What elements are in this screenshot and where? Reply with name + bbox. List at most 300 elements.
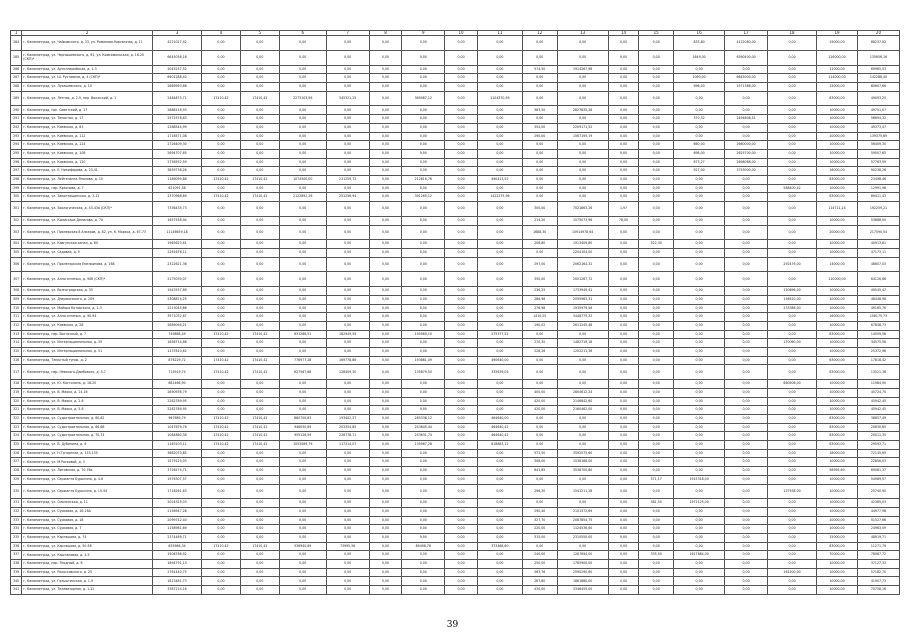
value-cell: 25740,90 — [857, 484, 899, 499]
value-cell: 0,00 — [369, 184, 402, 193]
value-cell: 0,00 — [369, 240, 402, 249]
value-cell: 0,00 — [326, 141, 369, 150]
value-cell: 110000,00 — [817, 272, 858, 287]
value-cell: 1074500,00 — [279, 175, 326, 184]
value-cell: 0,00 — [608, 441, 639, 450]
value-cell: 0,00 — [557, 91, 608, 106]
value-cell: 1617884,00 — [674, 551, 725, 560]
table-row — [11, 287, 900, 296]
value-cell: 0,00 — [240, 257, 279, 272]
value-cell: 2146842,60 — [557, 397, 608, 406]
value-cell: 117314,07 — [326, 441, 369, 450]
budget-table — [10, 30, 900, 595]
value-cell: 0,00 — [557, 74, 608, 83]
value-cell: 10000,00 — [817, 458, 858, 467]
value-cell: 0,00 — [240, 475, 279, 484]
value-cell: 0,00 — [639, 458, 674, 467]
value-cell: 0,00 — [326, 272, 369, 287]
value-cell: 0,00 — [326, 202, 369, 217]
value-cell: 0,00 — [768, 330, 817, 339]
value-cell: 0,00 — [639, 441, 674, 450]
value-cell: 0,00 — [240, 65, 279, 74]
value-cell: 23498,46 — [857, 175, 899, 184]
value-cell: 286,98 — [522, 295, 557, 304]
value-cell: 0,00 — [240, 449, 279, 458]
value-cell: 0,00 — [402, 449, 445, 458]
value-cell: 0,00 — [369, 74, 402, 83]
value-cell: 0,00 — [326, 149, 369, 158]
value-cell: 574,50 — [522, 65, 557, 74]
value-cell: 0,00 — [279, 449, 326, 458]
value-cell: 0,00 — [674, 365, 725, 380]
value-cell: 17410,42 — [202, 356, 241, 365]
value-cell: 0,00 — [279, 82, 326, 91]
value-cell: 0,00 — [202, 240, 241, 249]
value-cell: 45942,45 — [857, 397, 899, 406]
value-cell: 0,00 — [369, 175, 402, 184]
value-cell: 1104370,59 — [477, 91, 522, 106]
row-number: 298 — [11, 175, 22, 184]
value-cell: 0,00 — [202, 406, 241, 415]
value-cell: 0,00 — [768, 423, 817, 432]
value-cell: 0,00 — [477, 348, 522, 357]
value-cell: 6390400,00 — [725, 50, 768, 65]
value-cell: 0,00 — [674, 240, 725, 249]
value-cell: 1972125,00 — [674, 499, 725, 508]
value-cell: 0,00 — [477, 202, 522, 217]
value-cell: 0,00 — [768, 551, 817, 560]
table-row — [11, 339, 900, 348]
table-row — [11, 330, 900, 339]
value-cell: 89498,76 — [402, 542, 445, 551]
address-cell: г. Калининград, ул. В. Маяка, д. 2-6 — [22, 397, 153, 406]
value-cell: 0,00 — [674, 432, 725, 441]
value-cell: 6645056,16 — [153, 50, 202, 65]
value-cell: 1785900,00 — [557, 560, 608, 569]
value-cell: 51527,66 — [857, 516, 899, 525]
value-cell: 0,00 — [369, 202, 402, 217]
value-cell: 0,00 — [557, 158, 608, 167]
value-cell: 572,50 — [522, 449, 557, 458]
row-number: 335 — [11, 534, 22, 543]
table-row — [11, 91, 900, 106]
value-cell: 0,00 — [608, 551, 639, 560]
value-cell: 69081,37 — [857, 467, 899, 476]
value-cell: 2494808,51 — [725, 115, 768, 124]
value-cell: 0,00 — [326, 499, 369, 508]
value-cell: 0,00 — [445, 507, 478, 516]
value-cell: 0,00 — [326, 115, 369, 124]
value-cell: 228,26 — [522, 348, 557, 357]
value-cell: 0,00 — [608, 193, 639, 202]
value-cell: 0,00 — [402, 458, 445, 467]
value-cell: 11146659,18 — [153, 225, 202, 240]
address-cell: г. Калининград, ул. Дзержинского, д. 209 — [22, 295, 153, 304]
value-cell: 0,00 — [608, 50, 639, 65]
value-cell: 0,00 — [279, 248, 326, 257]
value-cell: 193861,09 — [402, 356, 445, 365]
value-cell: 0,00 — [445, 184, 478, 193]
value-cell: 0,00 — [674, 225, 725, 240]
row-number: 318 — [11, 380, 22, 389]
value-cell: 0,00 — [240, 50, 279, 65]
value-cell: 0,00 — [326, 304, 369, 313]
value-cell: 1163103,11 — [153, 441, 202, 450]
value-cell: 0,00 — [674, 65, 725, 74]
value-cell: 0,00 — [402, 202, 445, 217]
value-cell: 0,00 — [326, 458, 369, 467]
value-cell: 217590,54 — [857, 225, 899, 240]
value-cell: 10000,00 — [817, 123, 858, 132]
value-cell: 0,00 — [608, 568, 639, 577]
value-cell: 0,00 — [369, 534, 402, 543]
value-cell: 0,00 — [639, 432, 674, 441]
value-cell: 0,00 — [202, 339, 241, 348]
value-cell: 0,00 — [202, 123, 241, 132]
value-cell: 0,00 — [557, 415, 608, 424]
value-cell: 0,00 — [674, 586, 725, 595]
value-cell: 0,00 — [279, 202, 326, 217]
value-cell: 0,00 — [369, 216, 402, 225]
table-row — [11, 65, 900, 74]
table-row — [11, 568, 900, 577]
value-cell: 0,00 — [477, 65, 522, 74]
value-cell: 0,00 — [402, 507, 445, 516]
value-cell: 0,00 — [725, 175, 768, 184]
value-cell: 1813481,73 — [153, 577, 202, 586]
value-cell: 2804612,24 — [557, 388, 608, 397]
value-cell: 182949,59 — [326, 330, 369, 339]
value-cell: 0,00 — [477, 141, 522, 150]
address-cell: г. Калининград, ул. Судостроительная, д. 70-74 — [22, 432, 153, 441]
value-cell: 17410,42 — [202, 432, 241, 441]
address-cell: г. Калининград, ул. Лейтенанта Яналова, д. 10 — [22, 175, 153, 184]
value-cell: 0,00 — [279, 225, 326, 240]
value-cell: 0,00 — [725, 432, 768, 441]
value-cell: 0,00 — [369, 577, 402, 586]
value-cell: 0,00 — [639, 339, 674, 348]
row-number: 326 — [11, 449, 22, 458]
value-cell: 17410,42 — [240, 330, 279, 339]
value-cell: 10000,00 — [817, 248, 858, 257]
value-cell: 0,00 — [326, 295, 369, 304]
value-cell: 0,00 — [557, 149, 608, 158]
value-cell: 0,00 — [768, 106, 817, 115]
value-cell: 0,00 — [240, 132, 279, 141]
row-number: 290 — [11, 106, 22, 115]
value-cell: 0,00 — [768, 216, 817, 225]
value-cell: 0,00 — [477, 216, 522, 225]
value-cell: 967689,79 — [153, 415, 202, 424]
value-cell: 0,00 — [477, 475, 522, 484]
value-cell: 0,00 — [445, 322, 478, 331]
value-cell: 0,00 — [639, 225, 674, 240]
address-cell: г. Калининград, пер. Краснова, д. 7 — [22, 184, 153, 193]
value-cell: 45724,70 — [857, 388, 899, 397]
value-cell: 0,00 — [608, 432, 639, 441]
value-cell: 0,00 — [369, 380, 402, 389]
value-cell: 2572578,83 — [153, 115, 202, 124]
address-cell: г. Калининград, ул. Чайковского, д. 33, ул. Романова-Кирпичная, д. 11 — [22, 36, 153, 51]
value-cell: 2087854,75 — [557, 516, 608, 525]
value-cell: 0,00 — [202, 149, 241, 158]
value-cell: 37127,33 — [857, 560, 899, 569]
address-cell: г. Калининград, ул. Алли огненых, д. 90б (СКП)* — [22, 272, 153, 287]
value-cell: 0,00 — [326, 484, 369, 499]
value-cell: 391265,12 — [402, 193, 445, 202]
value-cell: 0,00 — [725, 542, 768, 551]
value-cell: 3571032,67 — [153, 313, 202, 322]
value-cell: 464640,00 — [477, 415, 522, 424]
value-cell: 0,00 — [725, 248, 768, 257]
value-cell: 0,00 — [369, 167, 402, 176]
value-cell: 128409,30 — [326, 365, 369, 380]
value-cell: 297,00 — [522, 257, 557, 272]
value-cell: 2322621,36 — [153, 257, 202, 272]
value-cell: 0,00 — [477, 257, 522, 272]
value-cell: 0,00 — [639, 115, 674, 124]
value-cell: 0,00 — [445, 475, 478, 484]
value-cell: 0,00 — [768, 141, 817, 150]
value-cell: 0,00 — [369, 507, 402, 516]
value-cell: 0,00 — [445, 339, 478, 348]
address-cell: г. Калининград, ул. Рокоссовского, д. 25 — [22, 568, 153, 577]
value-cell: 0,00 — [477, 525, 522, 534]
value-cell: 522,30 — [639, 240, 674, 249]
value-cell: 0,00 — [402, 141, 445, 150]
value-cell: 0,00 — [240, 406, 279, 415]
value-cell: 0,00 — [674, 380, 725, 389]
value-cell: 1237810,62 — [153, 348, 202, 357]
value-cell: 369087,12 — [402, 91, 445, 106]
address-cell: г. Калининград, ул. Волгоградская, д. 35 — [22, 287, 153, 296]
value-cell: 7021863,26 — [557, 202, 608, 217]
value-cell: 157938,00 — [768, 484, 817, 499]
value-cell: 1422275,96 — [477, 193, 522, 202]
value-cell: 0,00 — [608, 356, 639, 365]
row-number: 333 — [11, 516, 22, 525]
value-cell: 0,00 — [639, 304, 674, 313]
value-cell: 0,00 — [639, 272, 674, 287]
value-cell: 0,00 — [477, 322, 522, 331]
value-cell: 0,00 — [445, 132, 478, 141]
value-cell: 2888116,93 — [153, 106, 202, 115]
value-cell: 0,00 — [402, 167, 445, 176]
value-cell: 0,00 — [369, 449, 402, 458]
column-number-15: 15 — [639, 31, 674, 36]
value-cell: 0,00 — [477, 115, 522, 124]
value-cell: 206,80 — [522, 240, 557, 249]
value-cell: 15000,00 — [817, 82, 858, 91]
value-cell: 2726409,30 — [153, 141, 202, 150]
value-cell: 1658714,86 — [153, 339, 202, 348]
value-cell: 0,00 — [477, 458, 522, 467]
value-cell: 0,00 — [240, 216, 279, 225]
value-cell: 0,00 — [725, 287, 768, 296]
value-cell: 0,00 — [279, 406, 326, 415]
address-cell: г. Калининград, пер. Восточный, д. 7 — [22, 330, 153, 339]
value-cell: 0,00 — [639, 534, 674, 543]
value-cell: 45942,45 — [857, 406, 899, 415]
value-cell: 3859738,26 — [153, 167, 202, 176]
value-cell: 0,00 — [445, 406, 478, 415]
value-cell: 350,00 — [522, 272, 557, 287]
value-cell: 0,00 — [402, 388, 445, 397]
value-cell: 0,00 — [477, 123, 522, 132]
value-cell: 10000,00 — [817, 322, 858, 331]
value-cell: 142288,40 — [857, 74, 899, 83]
value-cell: 10000,00 — [817, 507, 858, 516]
value-cell: 0,00 — [639, 193, 674, 202]
value-cell: 0,00 — [477, 167, 522, 176]
value-cell: 2024325,03 — [153, 499, 202, 508]
value-cell: 0,00 — [445, 257, 478, 272]
value-cell: 0,00 — [639, 295, 674, 304]
table-row — [11, 257, 900, 272]
value-cell: 0,00 — [725, 423, 768, 432]
value-cell: 56409,30 — [857, 141, 899, 150]
value-cell: 0,00 — [369, 65, 402, 74]
value-cell: 0,00 — [768, 525, 817, 534]
table-row — [11, 423, 900, 432]
row-number: 329 — [11, 475, 22, 484]
column-number-18: 18 — [768, 31, 817, 36]
value-cell: 0,00 — [326, 568, 369, 577]
value-cell: 0,00 — [674, 560, 725, 569]
value-cell: 114711,24 — [817, 202, 858, 217]
value-cell: 0,00 — [768, 560, 817, 569]
value-cell: 253631,74 — [402, 432, 445, 441]
value-cell: 116000,00 — [817, 50, 858, 65]
value-cell: 0,00 — [369, 158, 402, 167]
value-cell: 0,00 — [326, 257, 369, 272]
value-cell: 3726274,71 — [153, 467, 202, 476]
value-cell: 0,00 — [402, 322, 445, 331]
value-cell: 70000,00 — [817, 551, 858, 560]
value-cell: 0,00 — [326, 313, 369, 322]
value-cell: 0,00 — [402, 82, 445, 91]
value-cell: 0,00 — [674, 458, 725, 467]
value-cell: 0,00 — [369, 516, 402, 525]
value-cell: 2095963,31 — [557, 295, 608, 304]
value-cell: 420,00 — [522, 406, 557, 415]
value-cell: 0,00 — [202, 36, 241, 51]
table-row — [11, 458, 900, 467]
value-cell: 571,17 — [639, 475, 674, 484]
value-cell: 0,00 — [279, 141, 326, 150]
value-cell: 0,00 — [639, 123, 674, 132]
value-cell: 0,00 — [202, 484, 241, 499]
value-cell: 0,00 — [725, 295, 768, 304]
value-cell: 0,00 — [445, 216, 478, 225]
address-cell: г. Калининград, ул. Сурковая, д. 7 — [22, 525, 153, 534]
value-cell: 233386,00 — [768, 304, 817, 313]
value-cell: 0,00 — [326, 225, 369, 240]
page-number: 39 — [446, 620, 459, 630]
value-cell: 0,00 — [477, 484, 522, 499]
value-cell: 0,00 — [279, 158, 326, 167]
address-cell: г. Калининград, ул. В. Маяка, д. 14-16 — [22, 388, 153, 397]
value-cell: 0,00 — [768, 441, 817, 450]
value-cell: 0,00 — [768, 225, 817, 240]
row-number: 340 — [11, 577, 22, 586]
row-number: 292 — [11, 123, 22, 132]
column-number-6: 6 — [279, 31, 326, 36]
value-cell: 354,00 — [522, 123, 557, 132]
value-cell: 0,00 — [202, 184, 241, 193]
value-cell: 0,00 — [768, 115, 817, 124]
value-cell: 0,00 — [445, 458, 478, 467]
value-cell: 0,00 — [369, 36, 402, 51]
value-cell: 0,00 — [202, 348, 241, 357]
value-cell: 10000,00 — [817, 295, 858, 304]
value-cell: 0,00 — [608, 141, 639, 150]
address-cell: г. Калининград, ул. Телевизорная, д. 1-12 — [22, 586, 153, 595]
value-cell: 0,00 — [768, 577, 817, 586]
table-row — [11, 158, 900, 167]
table-row — [11, 115, 900, 124]
value-cell: 17410,42 — [202, 175, 241, 184]
value-cell: 0,00 — [445, 542, 478, 551]
value-cell: 2689094,21 — [153, 322, 202, 331]
value-cell: 0,00 — [240, 106, 279, 115]
value-cell: 2122892,26 — [279, 193, 326, 202]
row-number: 307 — [11, 272, 22, 287]
value-cell: 0,00 — [202, 380, 241, 389]
value-cell: 0,00 — [522, 158, 557, 167]
value-cell: 0,00 — [608, 257, 639, 272]
value-cell: 0,00 — [477, 82, 522, 91]
value-cell: 0,00 — [725, 365, 768, 380]
value-cell: 47173,11 — [857, 248, 899, 257]
value-cell: 0,00 — [279, 149, 326, 158]
value-cell: 0,00 — [369, 287, 402, 296]
table-row — [11, 441, 900, 450]
value-cell: 0,00 — [725, 240, 768, 249]
value-cell: 0,00 — [445, 348, 478, 357]
value-cell: 0,00 — [768, 132, 817, 141]
table-row — [11, 356, 900, 365]
value-cell: 0,00 — [768, 542, 817, 551]
value-cell: 2756552,59 — [153, 158, 202, 167]
value-cell: 2062164,32 — [557, 257, 608, 272]
value-cell: 0,00 — [445, 516, 478, 525]
value-cell: 1575073,96 — [557, 216, 608, 225]
value-cell: 0,00 — [674, 216, 725, 225]
value-cell: 25372,96 — [857, 348, 899, 357]
value-cell: 0,00 — [369, 257, 402, 272]
value-cell: 0,00 — [608, 91, 639, 106]
value-cell: 563,76 — [522, 568, 557, 577]
value-cell: 0,00 — [402, 568, 445, 577]
value-cell: 0,00 — [326, 467, 369, 476]
value-cell: 0,00 — [202, 313, 241, 322]
value-cell: 0,00 — [279, 184, 326, 193]
value-cell: 0,00 — [445, 577, 478, 586]
value-cell: 0,00 — [674, 287, 725, 296]
value-cell: 0,00 — [522, 175, 557, 184]
value-cell: 0,00 — [557, 356, 608, 365]
value-cell: 0,00 — [639, 356, 674, 365]
column-number-12: 12 — [522, 31, 557, 36]
value-cell: 3346455,00 — [557, 586, 608, 595]
value-cell: 0,00 — [279, 123, 326, 132]
value-cell: 0,00 — [240, 82, 279, 91]
value-cell: 20000,00 — [817, 225, 858, 240]
value-cell: 48607,03 — [857, 257, 899, 272]
value-cell: 190,02 — [522, 322, 557, 331]
value-cell: 0,00 — [608, 248, 639, 257]
